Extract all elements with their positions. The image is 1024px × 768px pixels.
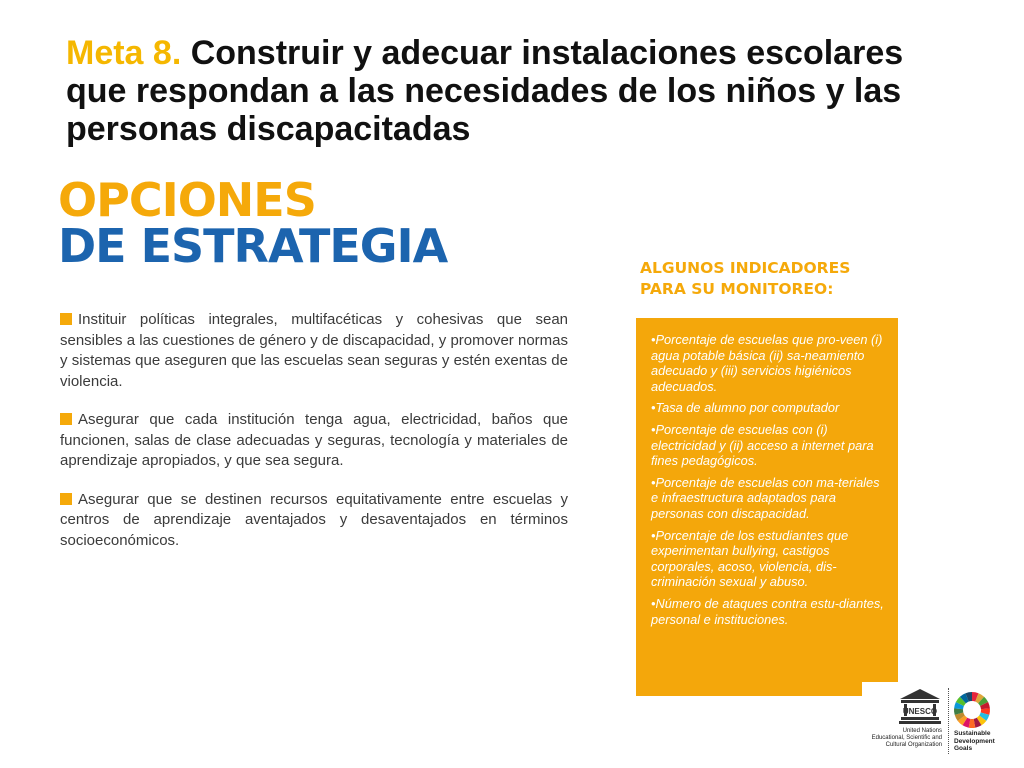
- unesco-temple-icon: [898, 688, 942, 726]
- indicator-item: •Tasa de alumno por computador: [651, 400, 840, 416]
- strategy-heading-line1: OPCIONES: [58, 173, 316, 227]
- indicator-item: •Porcentaje de escuelas con (i) electricidad y (ii) acceso a internet para fines pedagógicos.: [651, 421, 874, 469]
- logo-area: [862, 682, 1024, 768]
- strategy-heading-line2: DE ESTRATEGIA: [58, 219, 448, 273]
- strategy-item: [60, 410, 568, 472]
- sdg-name-line1: Sustainable: [954, 730, 991, 737]
- strategy-text: Instituir políticas integrales, multifacéticas y cohesivas que sean sensibles a las cuestiones de género y de discapacidad, y promover normas y sistemas que aseguren que las escuelas sean seguras y estén exentas de violencia.: [60, 311, 568, 390]
- unesco-name-line2: Educational, Scientific and: [871, 735, 942, 741]
- logo-divider: [948, 688, 949, 754]
- indicators-heading: [640, 258, 910, 300]
- indicators-box: [636, 318, 898, 696]
- strategy-list: [60, 310, 568, 569]
- indicators-heading-line2: PARA SU MONITOREO:: [640, 280, 834, 298]
- sdg-name: [954, 730, 1014, 753]
- indicator-item: •Número de ataques contra estu-diantes, personal e instituciones.: [651, 595, 884, 627]
- indicators-heading-line1: ALGUNOS INDICADORES: [640, 259, 851, 277]
- sdg-name-line2: Development: [954, 737, 995, 745]
- unesco-name-line1: United Nations: [902, 728, 942, 734]
- unesco-name: [868, 728, 942, 749]
- unesco-name-line3: Cultural Organization: [885, 742, 942, 748]
- indicator-item: •Porcentaje de escuelas que pro-veen (i) agua potable básica (ii) sa-neamiento adecuado y (iii) servicios higiénicos adecuados.: [651, 332, 883, 394]
- slide-title: [66, 34, 966, 148]
- square-bullet-icon: [60, 413, 72, 425]
- unesco-mark: UNESCO: [902, 707, 938, 716]
- square-bullet-icon: [60, 313, 72, 325]
- sdg-name-line3: Goals: [954, 745, 973, 752]
- strategy-text: Asegurar que cada institución tenga agua, electricidad, baños que funcionen, salas de clase adecuadas y seguras, tecnología y materiales de aprendizaje apropiados, y que sea segura.: [60, 411, 568, 469]
- square-bullet-icon: [60, 493, 72, 505]
- indicator-item: •Porcentaje de los estudiantes que experimentan bullying, castigos corporales, acoso, violencia, dis-criminación sexual y abuso.: [651, 527, 849, 590]
- strategy-item: [60, 490, 568, 552]
- sdg-wheel-icon: [952, 690, 992, 730]
- strategy-item: [60, 310, 568, 392]
- goal-text: Construir y adecuar instalaciones escolares que respondan a las necesidades de los niños y las personas discapacitadas: [66, 34, 904, 148]
- goal-number: Meta 8.: [66, 34, 182, 72]
- strategy-text: Asegurar que se destinen recursos equitativamente entre escuelas y centros de aprendizaje aventajados y desaventajados en términos socioeconómicos.: [60, 490, 568, 549]
- indicator-item: •Porcentaje de escuelas con ma-teriales e infraestructura adaptados para personas con discapacidad.: [651, 474, 880, 521]
